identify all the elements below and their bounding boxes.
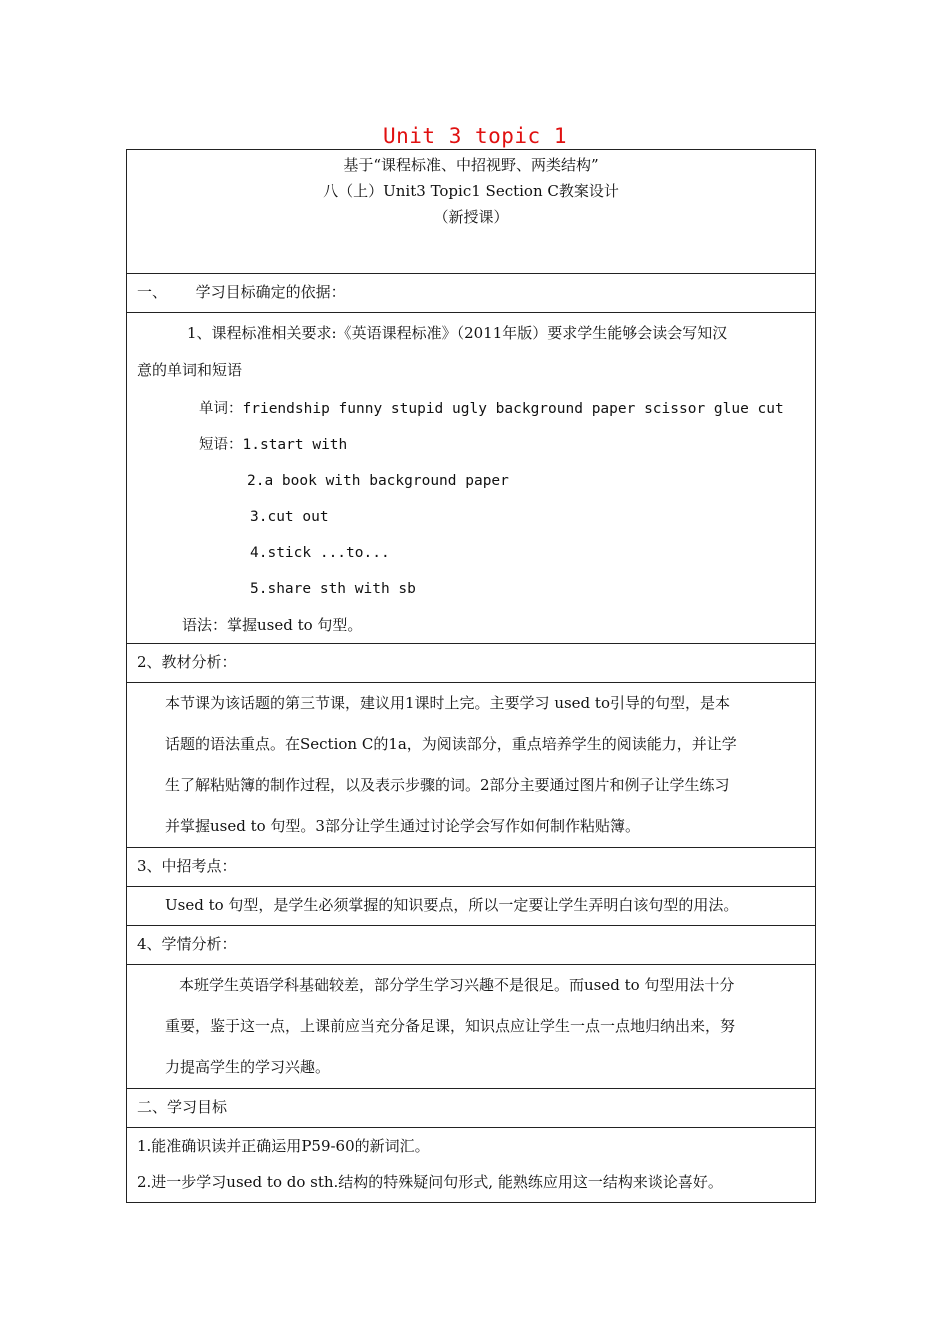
lesson-plan-table bbox=[126, 149, 816, 1203]
section-2-line-2: 话题的语法重点。在Section C的1a，为阅读部分，重点培养学生的阅读能力，并让学 bbox=[165, 735, 737, 753]
header-line-2: 八（上）Unit3 Topic1 Section C教案设计 bbox=[323, 182, 619, 200]
section-4-heading-row bbox=[127, 926, 816, 965]
section-4-heading: 4、学情分析： bbox=[127, 926, 816, 965]
phrase-3: 3.cut out bbox=[250, 509, 329, 525]
section-4-line-2: 重要，鉴于这一点，上课前应当充分备足课，知识点应让学生一点一点地归纳出来，努 bbox=[165, 1017, 736, 1035]
header-line-1: 基于“课程标准、中招视野、两类结构” bbox=[343, 156, 599, 174]
section-2-heading-row bbox=[127, 644, 816, 683]
section-2-body-row bbox=[127, 683, 816, 848]
document-title: Unit 3 topic 1 bbox=[382, 124, 567, 148]
phrase-5: 5.share sth with sb bbox=[250, 581, 416, 597]
vocabulary-words: 单词：friendship funny stupid ugly background paper scissor glue cut bbox=[199, 401, 784, 417]
standards-intro-line-2: 意的单词和短语 bbox=[137, 361, 243, 379]
header-line-3: （新授课） bbox=[433, 208, 509, 226]
section-4-line-3: 力提高学生的学习兴趣。 bbox=[165, 1058, 331, 1076]
section-3-body: Used to 句型，是学生必须掌握的知识要点，所以一定要让学生弄明白该句型的用法。 bbox=[127, 887, 816, 926]
section-3-body-row bbox=[127, 887, 816, 926]
section-2-body bbox=[127, 683, 816, 848]
phrase-1: 短语：1.start with bbox=[199, 437, 348, 453]
section-4-body-row bbox=[127, 965, 816, 1089]
objective-item-1: 1.能准确识读并正确运用P59-60的新词汇。 bbox=[137, 1137, 430, 1155]
section-3-heading: 3、中招考点： bbox=[127, 848, 816, 887]
standards-cell bbox=[127, 313, 816, 644]
objective-item-2: 2.进一步学习used to do sth.结构的特殊疑问句形式, 能熟练应用这一结构来谈论喜好。 bbox=[137, 1173, 723, 1191]
section-5-body bbox=[127, 1128, 816, 1203]
section-2-line-1: 本节课为该话题的第三节课，建议用1课时上完。主要学习 used to引导的句型，是本 bbox=[165, 694, 730, 712]
section-4-body bbox=[127, 965, 816, 1089]
section-1-heading-row bbox=[127, 274, 816, 313]
header-cell bbox=[127, 150, 816, 274]
section-5-heading-row bbox=[127, 1089, 816, 1128]
section-5-heading: 二、学习目标 bbox=[127, 1089, 816, 1128]
section-4-line-1: 本班学生英语学科基础较差，部分学生学习兴趣不是很足。而used to 句型用法十分 bbox=[179, 976, 735, 994]
section-5-body-row bbox=[127, 1128, 816, 1203]
section-1-heading: 一、 学习目标确定的依据： bbox=[127, 274, 816, 313]
section-2-line-4: 并掌握used to 句型。3部分让学生通过讨论学会写作如何制作粘贴簿。 bbox=[165, 817, 640, 835]
phrase-4: 4.stick ...to... bbox=[250, 545, 390, 561]
header-row bbox=[127, 150, 816, 274]
standards-intro-line-1: 1、课程标准相关要求:《英语课程标准》（2011年版）要求学生能够会读会写知汉 bbox=[187, 324, 728, 342]
section-2-line-3: 生了解粘贴簿的制作过程，以及表示步骤的词。2部分主要通过图片和例子让学生练习 bbox=[165, 776, 730, 794]
standards-row bbox=[127, 313, 816, 644]
phrase-2: 2.a book with background paper bbox=[247, 473, 509, 489]
section-3-heading-row bbox=[127, 848, 816, 887]
section-2-heading: 2、教材分析： bbox=[127, 644, 816, 683]
grammar-point: 语法：掌握used to 句型。 bbox=[182, 616, 363, 634]
